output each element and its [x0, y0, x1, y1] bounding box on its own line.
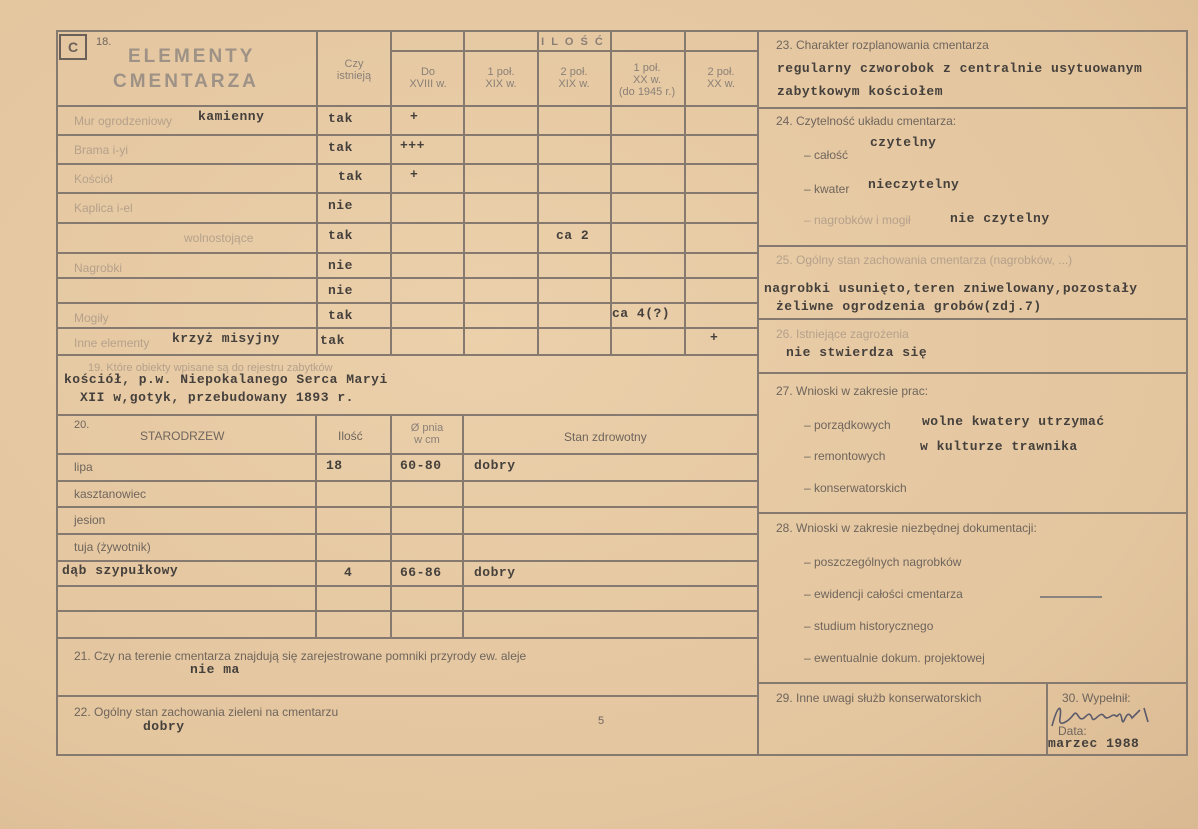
tree-count: 4 [344, 565, 353, 580]
s24-value-nagrobkow: nie czytelny [950, 211, 1050, 226]
rule-line [757, 372, 1188, 374]
rule-line [56, 637, 757, 639]
health-header: Stan zdrowotny [564, 430, 647, 444]
s30-label: 30. Wypełnił: [1062, 691, 1131, 705]
section-number: 18. [96, 36, 112, 48]
element-label: Mogiły [74, 311, 109, 325]
s19-label: 19. Które obiekty wpisane są do rejestru zabytków [88, 362, 333, 374]
rule-line [56, 30, 58, 756]
s27-item-porzadkowych: – porządkowych [804, 418, 891, 432]
s28-item-ewidencji: – ewidencji całości cmentarza [804, 587, 963, 601]
ilosc-header: I L O Ś Ć [541, 36, 605, 48]
s27-item-remontowych: – remontowych [804, 449, 886, 463]
period-header-1-xix: 1 poł. XIX w. [485, 66, 517, 90]
tree-name: dąb szypułkowy [62, 563, 179, 578]
p1-xx-value: ca 4(?) [612, 306, 671, 321]
s19-line1: kościół, p.w. Niepokalanego Serca Maryi [64, 372, 388, 387]
s21-label: 21. Czy na terenie cmentarza znajdują się zarejestrowane pomniki przyrody ew. aleje [74, 649, 527, 663]
s26-label: 26. Istniejące zagrożenia [776, 327, 909, 341]
s19-line2: XII w,gotyk, przebudowany 1893 r. [80, 390, 354, 405]
s30-date: marzec 1988 [1048, 736, 1140, 751]
period-header-2-xx: 2 poł. XX w. [706, 66, 736, 90]
exists-value: tak [320, 333, 345, 348]
s21-answer: nie ma [190, 662, 240, 677]
p2-xix-value: ca 2 [556, 228, 590, 243]
rule-line [56, 585, 757, 587]
tree-diameter: 60-80 [400, 458, 442, 473]
rule-line [56, 414, 757, 416]
exists-value: nie [328, 198, 353, 213]
do-xviii-value: +++ [400, 138, 425, 153]
exists-value: tak [328, 308, 353, 323]
s28-item-nagrobkow: – poszczególnych nagrobków [804, 555, 962, 569]
s30-date-label: Data: [1058, 724, 1087, 738]
rule-line [56, 533, 757, 535]
s28-item-studium: – studium historycznego [804, 619, 934, 633]
exists-value: tak [338, 169, 363, 184]
s24-label: 24. Czytelność układu cmentarza: [776, 114, 957, 128]
rule-line [757, 682, 1188, 684]
section-title-line2: CMENTARZA [113, 71, 259, 92]
exists-value: nie [328, 258, 353, 273]
s25-label: 25. Ogólny stan zachowania cmentarza (nagrobków, ...) [776, 253, 1073, 267]
s29-label: 29. Inne uwagi służb konserwatorskich [776, 691, 982, 705]
p2-xx-value: + [710, 330, 719, 345]
rule-line [462, 414, 464, 637]
s22-answer: dobry [143, 719, 185, 734]
exists-value: nie [328, 283, 353, 298]
tree-name: lipa [74, 460, 93, 474]
element-label: Kościół [74, 172, 113, 186]
rule-line [56, 192, 757, 194]
rule-line [56, 327, 757, 329]
exists-value: tak [328, 140, 353, 155]
s25-line1: nagrobki usunięto,teren zniwelowany,pozostały [764, 281, 1138, 296]
s22-label: 22. Ogólny stan zachowania zieleni na cmentarzu [74, 705, 339, 719]
rule-line [56, 695, 757, 697]
do-xviii-value: + [410, 109, 419, 124]
rule-line [757, 512, 1188, 514]
s28-label: 28. Wnioski w zakresie niezbędnej dokumentacji: [776, 521, 1037, 535]
rule-line [56, 610, 757, 612]
dash-mark [1040, 596, 1102, 598]
s28-item-projektowej: – ewentualnie dokum. projektowej [804, 651, 985, 665]
rule-line [757, 245, 1188, 247]
rule-line [757, 30, 759, 756]
tree-name: kasztanowiec [74, 487, 147, 501]
rule-line [315, 414, 317, 637]
corner-letter: C [67, 39, 79, 55]
exists-header: Czy istnieją [336, 58, 372, 82]
element-label: wolnostojące [184, 231, 254, 245]
rule-line [757, 107, 1188, 109]
rule-line [56, 277, 757, 279]
s27-typed1: wolne kwatery utrzymać [922, 414, 1105, 429]
rule-line [56, 302, 757, 304]
period-header-2-xix: 2 poł. XIX w. [558, 66, 590, 90]
section-title-line1: ELEMENTY [128, 46, 256, 67]
element-label: Mur ogrodzeniowy [74, 114, 173, 128]
s20-number: 20. [74, 419, 90, 431]
rule-line [56, 134, 757, 136]
tree-count: 18 [326, 458, 343, 473]
s26-value: nie stwierdza się [786, 345, 928, 360]
element-label: Inne elementy [74, 336, 150, 350]
element-label: Kaplica i-el [74, 201, 133, 215]
s24-item-kwater: – kwater [804, 182, 850, 196]
rule-line [390, 50, 757, 52]
rule-line [1186, 30, 1188, 756]
page-number: 5 [598, 715, 605, 727]
s23-label: 23. Charakter rozplanowania cmentarza [776, 38, 989, 52]
rule-line [757, 318, 1188, 320]
count-header: Ilość [338, 429, 363, 443]
element-typed-value: kamienny [198, 109, 265, 124]
s23-line2: zabytkowym kościołem [777, 84, 944, 99]
s27-typed2: w kulturze trawnika [920, 439, 1078, 454]
rule-line [56, 754, 1188, 756]
s24-item-calosc: – całość [804, 148, 849, 162]
rule-line [56, 560, 757, 562]
s27-item-konserwatorskich: – konserwatorskich [804, 481, 907, 495]
rule-line [56, 105, 757, 107]
rule-line [56, 222, 757, 224]
s24-value-kwater: nieczytelny [868, 177, 960, 192]
period-header-do-xviii: Do XVIII w. [409, 66, 447, 90]
tree-diameter: 66-86 [400, 565, 442, 580]
exists-value: tak [328, 111, 353, 126]
tree-health: dobry [474, 565, 516, 580]
rule-line [56, 252, 757, 254]
rule-line [56, 506, 757, 508]
tree-health: dobry [474, 458, 516, 473]
rule-line [56, 354, 757, 356]
diameter-header: Ø pnia w cm [410, 422, 444, 446]
s27-label: 27. Wnioski w zakresie prac: [776, 384, 929, 398]
s24-value-calosc: czytelny [870, 135, 937, 150]
element-label: Nagrobki [74, 261, 123, 275]
rule-line [56, 163, 757, 165]
s24-item-nagrobkow: – nagrobków i mogił [804, 213, 911, 227]
s23-line1: regularny czworobok z centralnie usytuowanym [777, 61, 1143, 76]
period-header-1-xx: 1 poł. XX w. (do 1945 r.) [618, 62, 676, 98]
starodrzew-header: STARODRZEW [140, 429, 225, 443]
rule-line [56, 453, 757, 455]
rule-line [56, 480, 757, 482]
element-label: Brama i-yi [74, 143, 129, 157]
rule-line [390, 414, 392, 637]
exists-value: tak [328, 228, 353, 243]
rule-line [56, 30, 1188, 32]
corner-letter-box [59, 34, 87, 60]
do-xviii-value: + [410, 167, 419, 182]
s25-line2: żeliwne ogrodzenia grobów(zdj.7) [776, 299, 1042, 314]
tree-name: tuja (żywotnik) [74, 540, 151, 554]
tree-name: jesion [74, 513, 106, 527]
element-typed-value: krzyż misyjny [172, 331, 280, 346]
